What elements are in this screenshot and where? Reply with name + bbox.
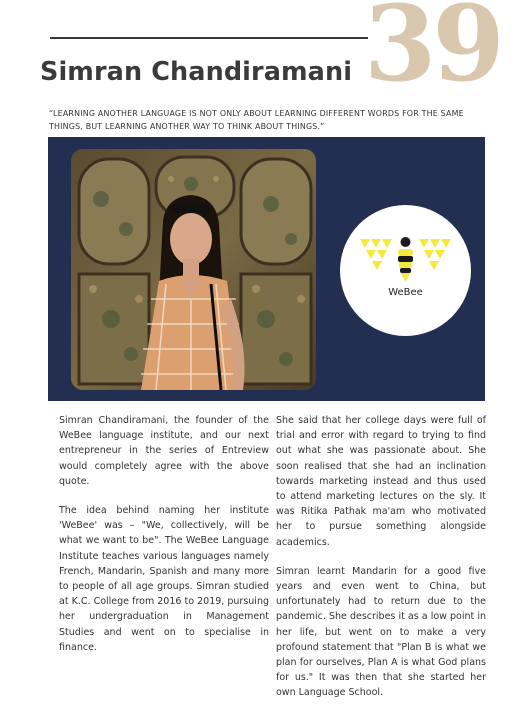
- page-number: 39: [364, 0, 501, 105]
- article-column-right: [276, 413, 486, 715]
- article-column-left: [59, 413, 269, 669]
- logo-wordmark: WeBee: [388, 287, 423, 298]
- paragraph: Simran learnt Mandarin for a good five years and even went to China, but unfortunately had to return due to the pandemic. She describes it as a low point in her life, but went on to make a very profound statement that "Plan B is what we plan for ourselves, Plan A is what God plans for us." It was then that she started her own Language School.: [276, 565, 486, 699]
- profile-name: Simran Chandiramani: [40, 57, 353, 87]
- paragraph: The idea behind naming her institute 'WeBee' was – "We, collectively, will be what we want to be". The WeBee Language Institute teaches various languages namely French, Mandarin, Spanish and many more to people of all age groups. Simran studied at K.C. College from 2016 to 2019, pursuing her undergraduation in Management Studies and went on to specialise in finance.: [59, 505, 269, 653]
- paragraph: Simran Chandiramani, the founder of the WeBee language institute, and our next entrepreneur in the series of Entreview would completely agree with the above quote.: [59, 415, 269, 487]
- paragraph: She said that her college days were full of trial and error with regard to trying to find out what she was passionate about. She soon realised that she had an inclination towards marketing instead and thus used to attend marketing lectures on the sly. It was Ritika Pathak ma'am who motivated her to pursue something alongside academics.: [276, 415, 486, 548]
- pull-quote: “LEARNING ANOTHER LANGUAGE IS NOT ONLY ABOUT LEARNING DIFFERENT WORDS FOR THE SAME THINGS, BUT LEARNING ANOTHER WAY TO THINK ABOUT THINGS.”: [49, 109, 464, 131]
- portrait-photo: [71, 149, 316, 390]
- bee-icon: [360, 237, 451, 289]
- top-rule: [50, 37, 368, 39]
- webee-logo: [340, 205, 471, 336]
